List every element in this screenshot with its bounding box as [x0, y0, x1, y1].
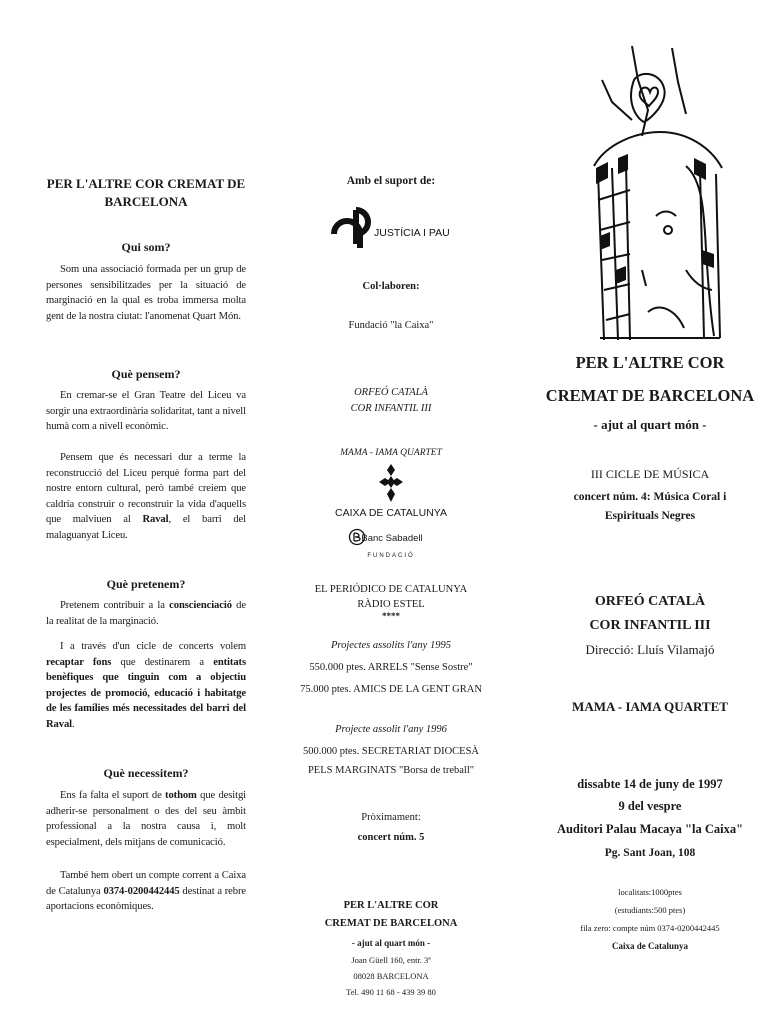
justicia-i-pau-text: JUSTÍCIA I PAU: [374, 227, 450, 239]
performer-mama: MAMA - IAMA QUARTET: [572, 699, 728, 714]
concert-line-1: concert núm. 4: Música Coral i: [573, 491, 727, 503]
caixa-de-catalunya: CAIXA DE CATALUNYA: [334, 507, 448, 519]
address-street: Joan Güell 160, entr. 3ª: [351, 955, 431, 965]
footer-title-1: PER L'ALTRE COR: [343, 900, 439, 911]
fundacio-la-caixa: Fundació "la Caixa": [348, 320, 434, 331]
performer-orfeo: ORFEÓ CATALÀ: [594, 594, 706, 609]
footer-title-2: CREMAT DE BARCELONA: [324, 918, 458, 929]
project-1995-amics: 75.000 ptes. AMICS DE LA GENT GRAN: [300, 684, 482, 695]
left-title: PER L'ALTRE COR CREMAT DE BARCELONA: [46, 176, 246, 209]
director: Direcció: Lluís Vilamajó: [585, 642, 715, 657]
para-que-pretenem-1: Pretenem contribuir a la conscienciació de la realitat de la marginació.: [46, 600, 246, 627]
cover-illustration: [582, 40, 734, 346]
heading-que-necessitem: Què necessitem?: [103, 766, 189, 780]
concert-time: 9 del vespre: [618, 799, 682, 813]
project-1995-arrels: 550.000 ptes. ARRELS "Sense Sostre": [309, 662, 473, 673]
para-que-pensem-2: Pensem que és necessari dur a terme la reconstrucció del Liceu perquè forma part del nostre entorn cultural, però també creiem que caldria construir o reconstruir la vida d'aquells que malviuen al Raval, el barri del malaguanyat Liceu.: [46, 452, 246, 541]
sponsor-orfeo: ORFEÓ CATALÀ: [354, 387, 428, 398]
price-students: (estudiants:500 ptes): [614, 905, 686, 915]
support-label: Amb el suport de:: [346, 175, 436, 187]
performer-cor-infantil: COR INFANTIL III: [589, 618, 711, 633]
banc-sabadell: Banc Sabadell: [361, 533, 423, 544]
stars: ****: [382, 611, 400, 621]
price-general: localitats:1000ptes: [618, 887, 682, 897]
caixa-catalunya-star-icon: [378, 462, 404, 504]
el-periodico: EL PERIÓDICO DE CATALUNYA: [314, 584, 468, 595]
para-que-pretenem-2: I a través d'un cicle de concerts volem recaptar fons que destinarem a entitats benèfiques que tinguin com a objectiu projectes de promoció, educació i habitatge de les famílies més necessitades del barri del Raval.: [46, 641, 246, 730]
collab-label: Col·laboren:: [362, 281, 420, 292]
project-1996-label: Projecte assolit l'any 1996: [335, 724, 447, 735]
address-city: 08028 BARCELONA: [353, 971, 429, 981]
heading-qui-som: Qui som?: [121, 240, 171, 254]
para-qui-som: Som una associació formada per un grup de persones sensibilitzades per la situació de marginació en la qual es troba immersa molta gent de la nostra ciutat: l'anomenat Quart Món.: [46, 264, 246, 322]
heading-que-pretenem: Què pretenem?: [106, 577, 186, 591]
fila-zero-bank: Caixa de Catalunya: [611, 941, 688, 951]
fila-zero: fila zero: compte núm 0374-0200442445: [580, 923, 720, 933]
venue-street: Pg. Sant Joan, 108: [604, 847, 696, 859]
fundacio-small: FUNDACIÓ: [367, 553, 415, 559]
para-que-pensem-1: En cremar-se el Gran Teatre del Liceu va sorgir una extraordinària solidaritat, tant a nivell humà com a nivell econòmic.: [46, 390, 246, 433]
next-concert: concert núm. 5: [357, 832, 425, 843]
address-phone: Tel. 490 11 68 - 439 39 80: [346, 987, 436, 997]
radio-estel: RÀDIO ESTEL: [357, 599, 425, 610]
music-cycle: III CICLE DE MÚSICA: [590, 467, 710, 481]
sponsor-mama: MAMA - IAMA QUARTET: [340, 448, 442, 458]
concert-venue: Auditori Palau Macaya "la Caixa": [556, 822, 744, 836]
project-1996-line2: PELS MARGINATS "Borsa de treball": [307, 765, 475, 776]
sponsor-cor-infantil: COR INFANTIL III: [350, 403, 432, 414]
footer-subtitle: - ajut al quart món -: [351, 938, 431, 948]
cover-title-1: PER L'ALTRE COR: [575, 353, 725, 372]
next-label: Pròximament:: [361, 812, 421, 823]
cover-subtitle: - ajut al quart món -: [593, 417, 707, 432]
cover-title-2: CREMAT DE BARCELONA: [545, 386, 755, 405]
concert-date: dissabte 14 de juny de 1997: [577, 777, 723, 791]
para-que-necessitem-2: També hem obert un compte corrent a Caixa de Catalunya 0374-0200442445 destinat a rebre aportacions econòmiques.: [46, 870, 247, 913]
project-1996-line1: 500.000 ptes. SECRETARIAT DIOCESÀ: [302, 746, 479, 757]
heading-que-pensem: Què pensem?: [111, 367, 181, 381]
concert-line-2: Espirituals Negres: [604, 510, 696, 522]
projects-1995-label: Projectes assolits l'any 1995: [331, 640, 451, 651]
para-que-necessitem-1: Ens fa falta el suport de tothom que desitgi adherir-se personalment o des del seu àmbit professional a la nostra causa i, molt especialment, dels mitjans de comunicació.: [46, 790, 246, 848]
justicia-i-pau-logo: [330, 204, 460, 254]
